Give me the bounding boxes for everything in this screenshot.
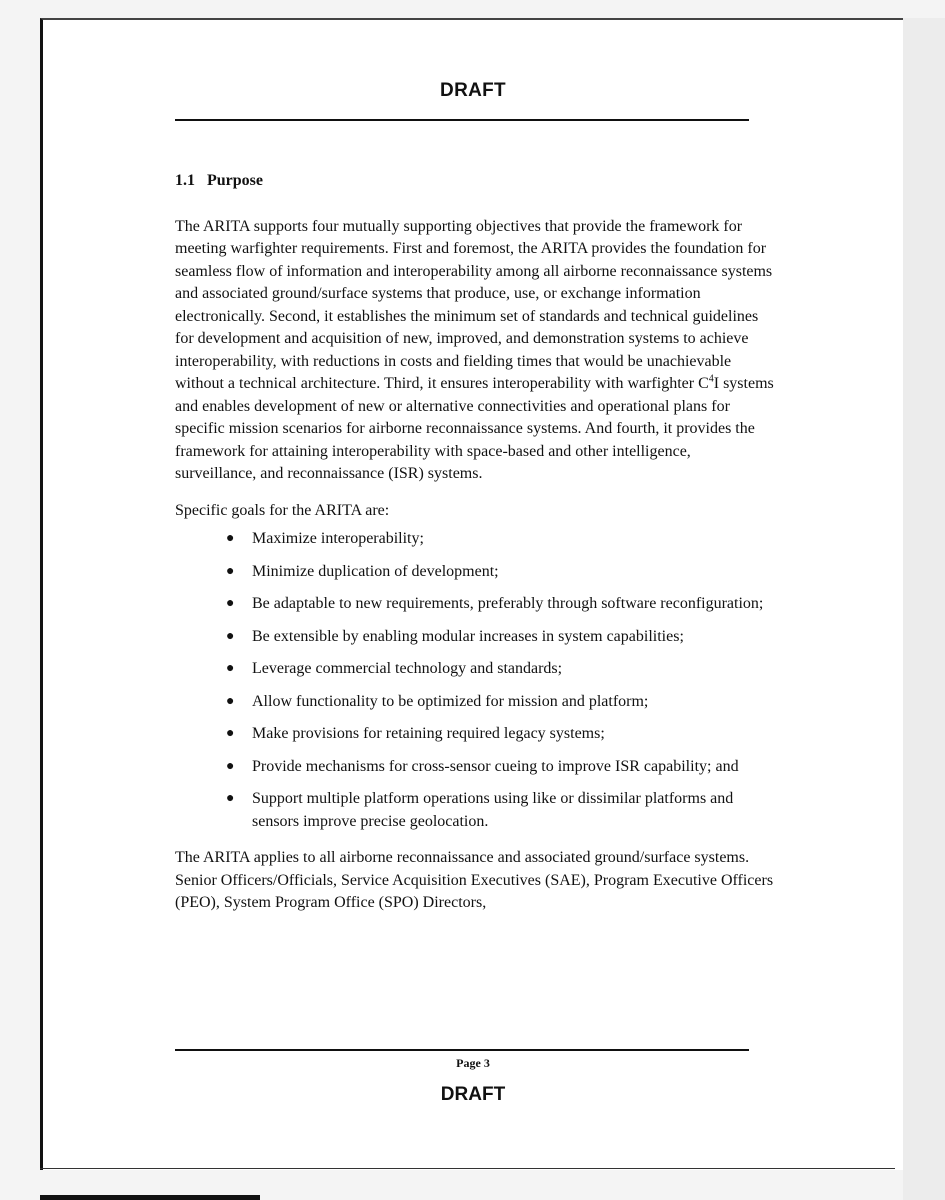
closing-paragraph: The ARITA applies to all airborne reconnaissance and associated ground/surface systems. Senior Officers/Officials, Service Acquisition Executives (SAE), Program Executive Officers (PEO), System Program Office (SPO) Directors, [175,849,774,911]
bullet-icon: ● [226,596,235,611]
goal-text: Be extensible by enabling modular increases in system capabilities; [252,627,684,645]
list-item [175,593,775,616]
footer-draft-label: DRAFT [440,1084,506,1105]
bullet-icon: ● [226,693,235,709]
list-item [175,788,775,833]
intro-text-pre: The ARITA supports four mutually supporting objectives that provide the framework for meeting warfighter requirements. First and foremost, the ARITA provides the foundation for seamless flow of information and interoperability among all airborne reconnaissance systems and associated ground/surface systems that produce, use, or exchange information electronically. Second, it establishes the minimum set of standards and technical guidelines for development and acquisition of new, improved, and demonstration systems to achieve interoperability, with reductions in costs and fielding times that would be unachievable without a technical architecture. Third, it ensures interoperability with warfighter C [175,217,773,392]
footer-rule [175,1049,749,1051]
scan-edge-strip [40,1195,260,1200]
goal-text: Minimize duplication of development; [252,562,499,580]
goals-list [175,528,775,833]
goal-text: Be adaptable to new requirements, preferably through software reconfiguration; [252,595,764,612]
list-item [175,658,775,681]
list-item [175,691,775,714]
list-item [175,756,775,779]
bullet-icon: ● [226,726,235,741]
goal-text: Support multiple platform operations using like or dissimilar platforms and sensors improve precise geolocation. [252,790,734,830]
goal-text: Leverage commercial technology and standards; [252,660,563,677]
goals-intro: Specific goals for the ARITA are: [175,501,390,519]
goal-text: Provide mechanisms for cross-sensor cueing to improve ISR capability; and [252,757,739,775]
goal-text: Allow functionality to be optimized for mission and platform; [252,692,649,710]
list-item [175,561,775,584]
page-bottom-edge [40,1168,895,1169]
scan-shadow [903,18,945,1200]
goal-text: Maximize interoperability; [252,530,424,547]
intro-superscript: 4 [708,373,714,385]
goal-text: Make provisions for retaining required legacy systems; [252,725,605,742]
bullet-icon: ● [226,661,235,676]
bullet-icon: ● [226,758,235,774]
bullet-icon: ● [226,628,235,644]
list-item [175,723,775,746]
intro-paragraph [175,216,775,486]
bullet-icon: ● [226,531,235,546]
section-heading [175,170,775,193]
bullet-icon: ● [226,791,235,806]
list-item [175,528,775,551]
intro-text-post: I systems and enables development of new or alternative connectivities and operational plans for specific mission scenarios for airborne reconnaissance systems. And fourth, it provides the framework for attaining interoperability with space-based and other intelligence, surveillance, and reconnaissance (ISR) systems. [175,375,774,482]
document-page [40,18,903,1170]
bullet-icon: ● [226,563,235,579]
header-draft-label: DRAFT [440,80,506,101]
list-item [175,626,775,649]
section-title: Purpose [207,172,263,189]
page-number: Page 3 [456,1056,490,1070]
page-body [175,170,775,915]
header-rule [175,119,749,121]
section-number: 1.1 [175,172,195,189]
